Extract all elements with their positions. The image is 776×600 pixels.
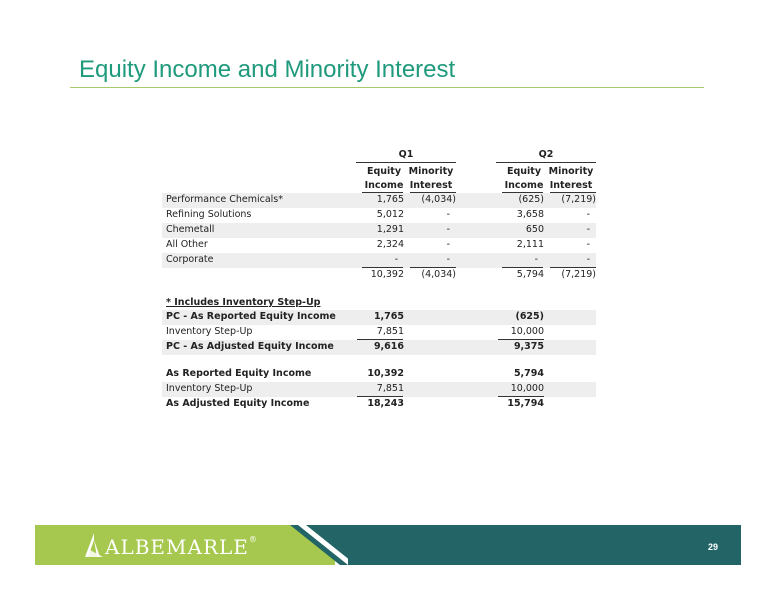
header-q2-equity: Equity — [506, 166, 542, 177]
row-label: Chemetall — [166, 224, 215, 235]
q2-value: 9,375 — [513, 341, 544, 352]
q2-minority-value: - — [586, 224, 590, 235]
q2-equity-value: 3,658 — [516, 209, 544, 220]
q2-equity-total: 5,794 — [516, 269, 544, 280]
q1-value: 1,765 — [373, 311, 404, 322]
row-label: Corporate — [166, 254, 214, 265]
q1-value: 7,851 — [376, 326, 404, 337]
header-q2-rule — [496, 162, 596, 163]
q2-value: 5,794 — [513, 368, 544, 379]
header-q2-minority: Minority — [548, 166, 594, 177]
q1-minority-total: (4,034) — [421, 269, 456, 280]
row-label: Inventory Step-Up — [166, 326, 253, 337]
q2-minority-value: - — [586, 209, 590, 220]
row-label: Refining Solutions — [166, 209, 252, 220]
q2-minority-value: (7,219) — [561, 194, 596, 205]
row-label: As Reported Equity Income — [166, 368, 312, 379]
logo-wordmark: ALBEMARLE — [105, 535, 249, 559]
header-q1-equity: Equity — [366, 166, 402, 177]
q2-minority-total: (7,219) — [561, 269, 596, 280]
q2-value: (625) — [515, 311, 544, 322]
page-title: Equity Income and Minority Interest — [79, 56, 456, 83]
q1-equity-value: 1,765 — [376, 194, 404, 205]
q1-minority-value: - — [446, 209, 450, 220]
row-label: As Adjusted Equity Income — [166, 398, 310, 409]
q2-equity-value: 2,111 — [516, 239, 544, 250]
q1-minority-value: - — [446, 254, 450, 265]
row-label: Inventory Step-Up — [166, 383, 253, 394]
stepup-heading: * Includes Inventory Step-Up — [166, 297, 321, 308]
row-label: All Other — [166, 239, 208, 250]
q2-equity-value: 650 — [525, 224, 544, 235]
header-q1-rule — [356, 162, 456, 163]
q2-value: 10,000 — [510, 326, 544, 337]
q2-value: 10,000 — [510, 383, 544, 394]
q1-value: 9,616 — [373, 341, 404, 352]
q1-value: 7,851 — [376, 383, 404, 394]
q1-minority-value: (4,034) — [421, 194, 456, 205]
header-q1: Q1 — [398, 149, 414, 160]
header-q2-income: Income — [504, 180, 544, 191]
q1-equity-value: 1,291 — [376, 224, 404, 235]
registered-mark: ® — [248, 535, 257, 544]
header-q2: Q2 — [538, 149, 554, 160]
q2-equity-value: - — [534, 254, 538, 265]
albemarle-logo-icon — [83, 532, 105, 558]
q2-minority-value: - — [586, 254, 590, 265]
row-label: PC - As Adjusted Equity Income — [166, 341, 334, 352]
albemarle-logo — [105, 535, 257, 559]
q1-value: 18,243 — [367, 398, 404, 409]
row-label: PC - As Reported Equity Income — [166, 311, 336, 322]
q1-equity-total: 10,392 — [370, 269, 404, 280]
header-q1-minority: Minority — [408, 166, 454, 177]
q1-minority-value: - — [446, 239, 450, 250]
q2-value: 15,794 — [507, 398, 544, 409]
q1-equity-value: - — [394, 254, 398, 265]
row-label: Performance Chemicals* — [166, 194, 283, 205]
q1-minority-value: - — [446, 224, 450, 235]
q2-minority-value: - — [586, 239, 590, 250]
q1-equity-value: 2,324 — [376, 239, 404, 250]
footer-teal-band — [290, 525, 741, 565]
header-q1-interest: Interest — [409, 180, 453, 191]
header-q1-income: Income — [364, 180, 404, 191]
q1-value: 10,392 — [367, 368, 404, 379]
page-number: 29 — [708, 542, 719, 552]
header-q2-interest: Interest — [549, 180, 593, 191]
q2-equity-value: (625) — [518, 194, 544, 205]
q1-equity-value: 5,012 — [376, 209, 404, 220]
